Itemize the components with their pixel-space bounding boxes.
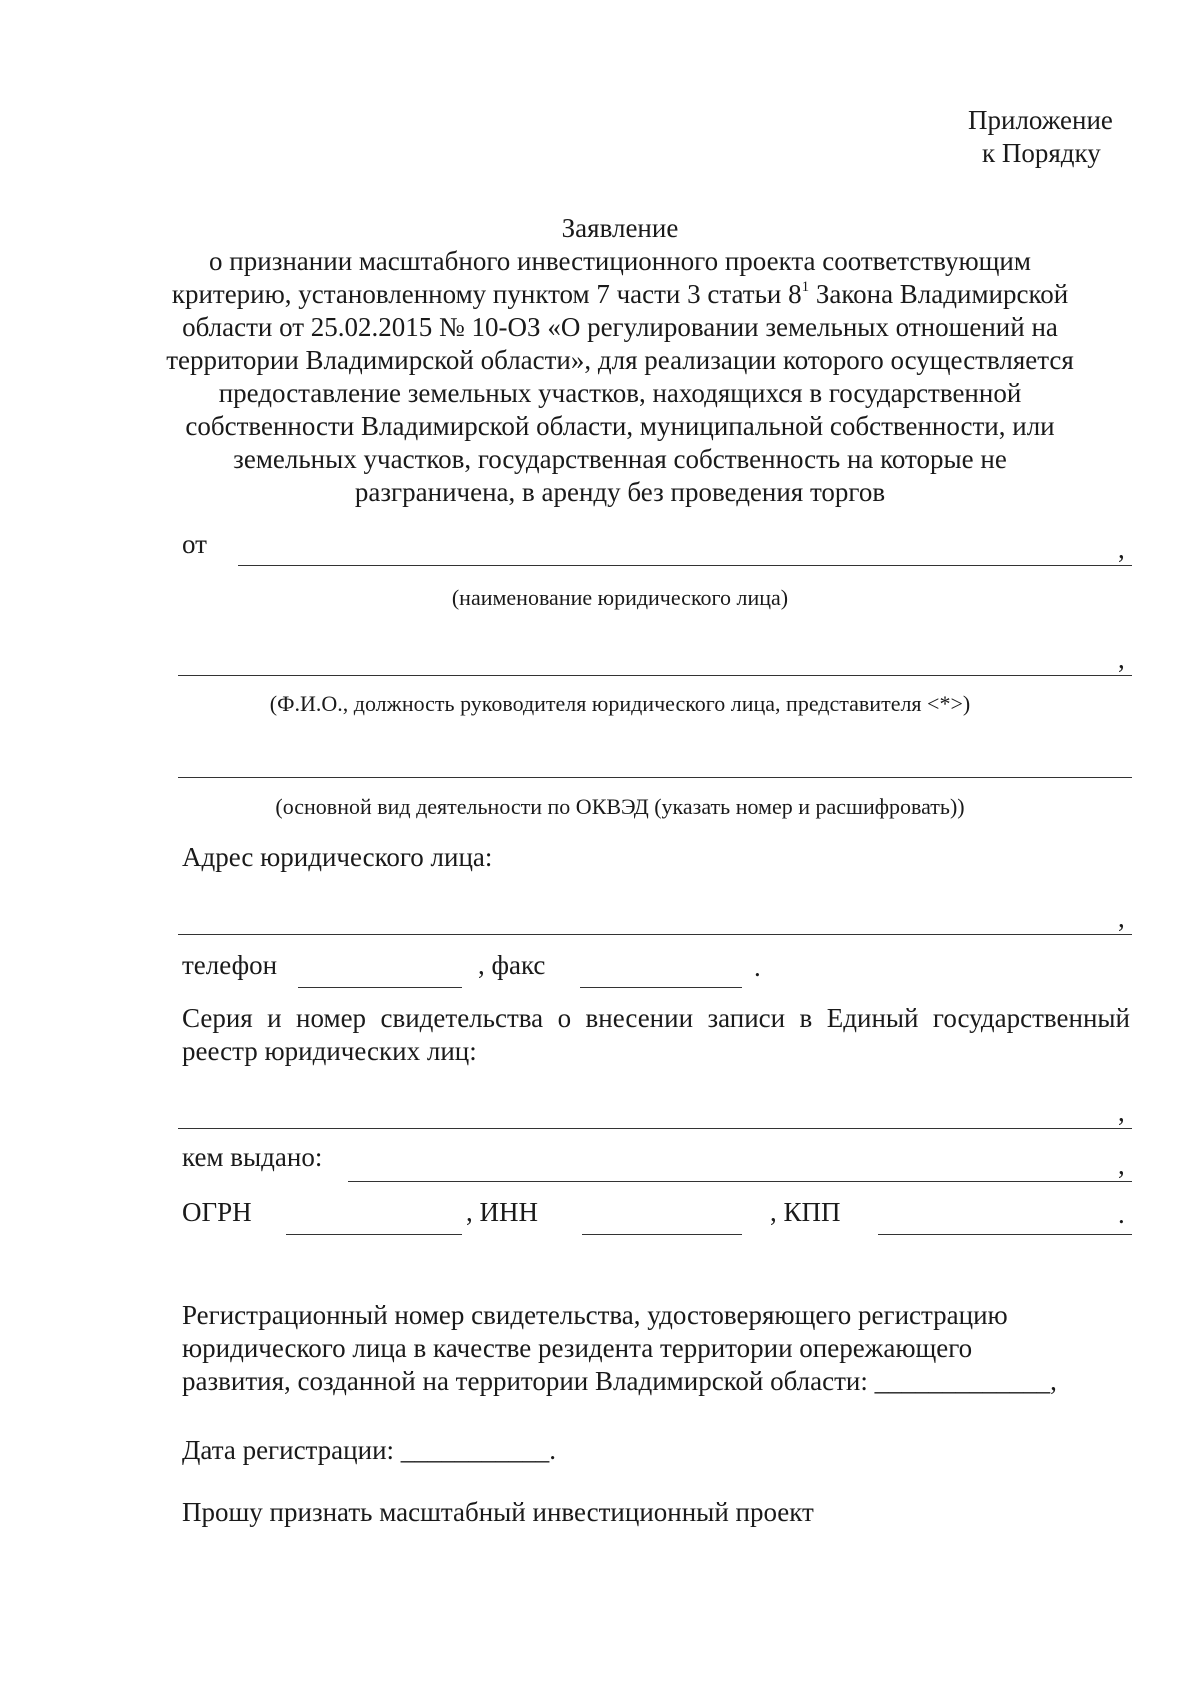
period: . [754,952,761,982]
issued-by-field[interactable] [348,1181,1132,1182]
appendix-reference: к Порядку [982,138,1101,168]
inn-label: , ИНН [466,1197,538,1227]
title-line: о признании масштабного инвестиционного проекта соответствующим [209,246,1031,276]
caption-head: (Ф.И.О., должность руководителя юридического лица, представителя <*>) [269,691,971,716]
reg-number-field[interactable]: развития, созданной на территории Владимирской области: _____________, [182,1366,1057,1396]
title-line: земельных участков, государственная собственность на которые не [233,444,1007,474]
reg-number-label-cont: юридического лица в качестве резидента территории опережающего [182,1333,973,1363]
title-line: собственности Владимирской области, муниципальной собственности, или [185,411,1055,441]
head-name-field[interactable] [178,675,1132,676]
inn-field[interactable] [582,1234,742,1235]
comma: , [1118,1150,1125,1180]
document-title [160,212,1080,509]
title-line: предоставление земельных участков, находящихся в государственной [218,378,1022,408]
kpp-label: , КПП [770,1197,841,1227]
from-label: от [182,529,207,559]
reg-number-label: Регистрационный номер свидетельства, удостоверяющего регистрацию [182,1300,1008,1330]
ogrn-field[interactable] [286,1234,462,1235]
comma: , [1118,1097,1125,1127]
phone-label: телефон [182,950,278,980]
title-line: критерию, установленному пунктом 7 части 3 статьи $8^1$ Закона Владимирской [171,279,1069,309]
reg-date-field[interactable]: Дата регистрации: ___________. [182,1435,557,1465]
address-label: Адрес юридического лица: [182,842,493,872]
period: . [1118,1199,1125,1229]
address-field[interactable] [178,934,1132,935]
fax-field[interactable] [580,987,742,988]
okved-field[interactable] [178,777,1132,778]
comma: , [1118,644,1125,674]
certificate-label-cont: реестр юридических лиц: [182,1036,477,1066]
issued-by-label: кем выдано: [182,1142,323,1172]
caption-okved: (основной вид деятельности по ОКВЭД (указать номер и расшифровать)) [275,794,965,819]
title-line: территории Владимирской области», для реализации которого осуществляется [166,345,1074,375]
certificate-number-field[interactable] [178,1128,1132,1129]
request-text: Прошу признать масштабный инвестиционный проект [182,1497,814,1527]
certificate-label: Серия и номер свидетельства о внесении записи в Единый государственный [182,1003,1130,1033]
appendix-label: Приложение [968,105,1113,135]
title-line: области от 25.02.2015 № 10-ОЗ «О регулировании земельных отношений на [182,312,1058,342]
phone-field[interactable] [298,987,462,988]
title-heading: Заявление [561,213,679,243]
caption-org-name: (наименование юридического лица) [451,585,789,610]
title-line: разграничена, в аренду без проведения торгов [354,477,886,507]
org-name-field[interactable] [238,565,1132,566]
fax-label: , факс [478,950,546,980]
kpp-field[interactable] [878,1234,1132,1235]
comma: , [1118,903,1125,933]
superscript: 1 [801,279,810,295]
comma: , [1118,534,1125,564]
ogrn-label: ОГРН [182,1197,252,1227]
